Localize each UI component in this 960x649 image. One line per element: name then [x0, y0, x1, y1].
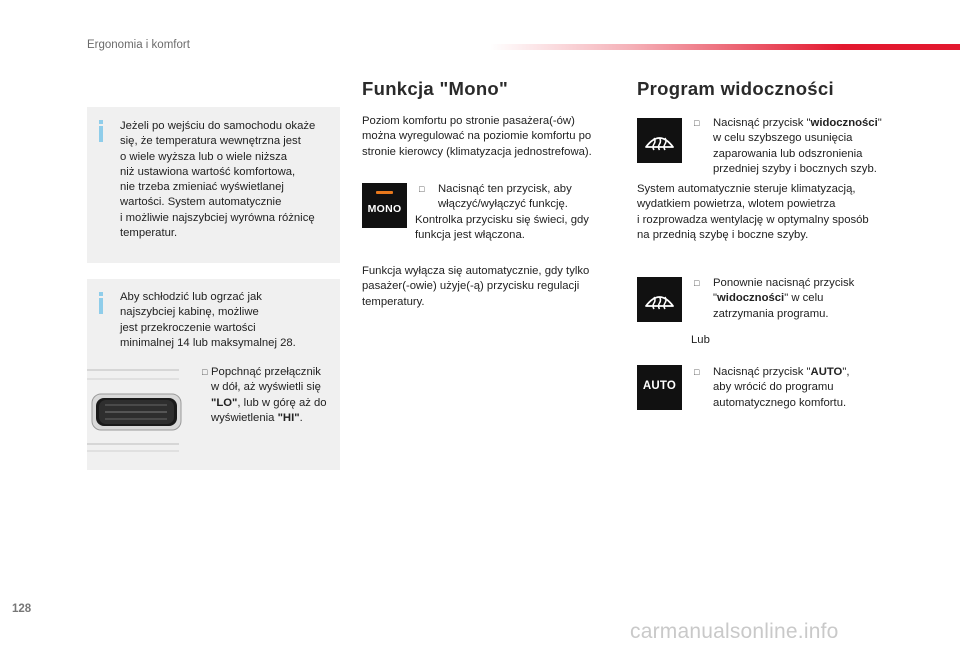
instruction-line: w celu szybszego usunięcia: [713, 132, 853, 145]
square-bullet-icon: □: [694, 118, 700, 128]
visibility-step-2: [713, 276, 903, 322]
mono-button-label: MONO: [367, 203, 402, 215]
mono-button-image: [362, 183, 407, 228]
instruction-line: przedniej szyby i bocznych szyb.: [713, 162, 877, 175]
switch-instruction: [211, 365, 339, 426]
header-accent-line: [490, 44, 960, 50]
mono-auto-off-text: Funkcja wyłącza się automatycznie, gdy tylko pasażer(-owie) użyje(-ą) przycisku regulacji temperatury.: [362, 265, 590, 308]
temperature-switch-illustration: [87, 368, 187, 454]
auto-button-image: [637, 365, 682, 410]
instruction-fragment: " w celu: [784, 292, 824, 305]
mono-step-text: [438, 182, 618, 213]
instruction-line: Nacisnąć ten przycisk, aby: [438, 183, 572, 195]
visibility-step-1: [713, 116, 903, 177]
auto-keyword: AUTO: [810, 366, 843, 378]
visibility-step-3: [713, 365, 903, 411]
visibility-button-image: [637, 277, 682, 322]
windscreen-defrost-icon: [637, 277, 682, 322]
visibility-section-title: Program widoczności: [637, 78, 834, 99]
instruction-fragment: .: [299, 411, 303, 424]
mono-section-title: Funkcja "Mono": [362, 78, 509, 99]
instruction-line: Ponownie nacisnąć przycisk: [713, 277, 855, 289]
instruction-fragment: wyświetlenia: [211, 411, 278, 424]
visibility-button-image: [637, 118, 682, 163]
instruction-line: aby wrócić do programu: [713, 381, 834, 394]
visibility-system-text: System automatycznie steruje klimatyzacją, wydatkiem powietrza, wlotem powietrza i rozprowadza wentylację w optymalny sposób na przednią szybę i boczne szyby.: [637, 183, 869, 241]
hi-label: "HI": [277, 411, 300, 424]
info-note-text: Aby schłodzić lub ogrzać jak najszybciej kabinę, możliwe jest przekroczenie wartości minimalnej 14 lub maksymalnej 28.: [120, 291, 296, 349]
instruction-fragment: ",: [842, 366, 850, 378]
mono-indicator-light: [376, 191, 393, 194]
instruction-fragment: , lub w górę aż do: [237, 396, 327, 409]
lo-label: "LO": [211, 396, 238, 409]
mono-indicator-text: Kontrolka przycisku się świeci, gdy funkcja jest włączona.: [415, 214, 589, 242]
info-note-box: [87, 107, 340, 263]
instruction-line: automatycznego komfortu.: [713, 396, 847, 409]
instruction-line: zatrzymania programu.: [713, 307, 829, 320]
square-bullet-icon: □: [419, 184, 425, 194]
instruction-line: Popchnąć przełącznik: [211, 366, 321, 378]
page-header-title: Ergonomia i komfort: [87, 39, 190, 51]
instruction-line: [211, 411, 339, 426]
instruction-line: [211, 396, 339, 411]
instruction-line: zaparowania lub odszronienia: [713, 147, 863, 160]
visibility-keyword: widoczności: [717, 292, 785, 305]
square-bullet-icon: □: [694, 367, 700, 377]
square-bullet-icon: □: [694, 278, 700, 288]
instruction-fragment: Nacisnąć przycisk ": [713, 366, 811, 378]
instruction-line: w dół, aż wyświetli się: [211, 381, 321, 394]
square-bullet-icon: □: [202, 367, 208, 377]
instruction-fragment: ": [877, 117, 882, 129]
instruction-line: [713, 116, 903, 131]
instruction-line: [713, 291, 903, 306]
instruction-line: [713, 365, 903, 380]
info-note-text: Jeżeli po wejściu do samochodu okaże się, że temperatura wewnętrzna jest o wiele wyższa lub o wiele niższa niż ustawiona wartość komfortowa, nie trzeba zmieniać wyświetlanej wartości. System automatycznie i możliwie najszybciej wyrówna różnicę temperatur.: [120, 120, 316, 240]
watermark-text: carmanualsonline.info: [630, 620, 839, 643]
instruction-fragment: ": [713, 292, 718, 305]
info-note-box: [87, 279, 340, 470]
mono-intro-text: Poziom komfortu po stronie pasażera(-ów) można wyregulować na poziomie komfortu po stronie kierowcy (klimatyzacja jednostrefowa).: [362, 115, 592, 158]
auto-button-label: AUTO: [642, 380, 677, 392]
or-label: Lub: [691, 334, 710, 346]
instruction-fragment: Nacisnąć przycisk ": [713, 117, 811, 129]
instruction-line: włączyć/wyłączyć funkcję.: [438, 198, 568, 211]
visibility-keyword: widoczności: [810, 117, 878, 129]
windscreen-defrost-icon: [637, 118, 682, 163]
page-number: 128: [12, 603, 32, 615]
